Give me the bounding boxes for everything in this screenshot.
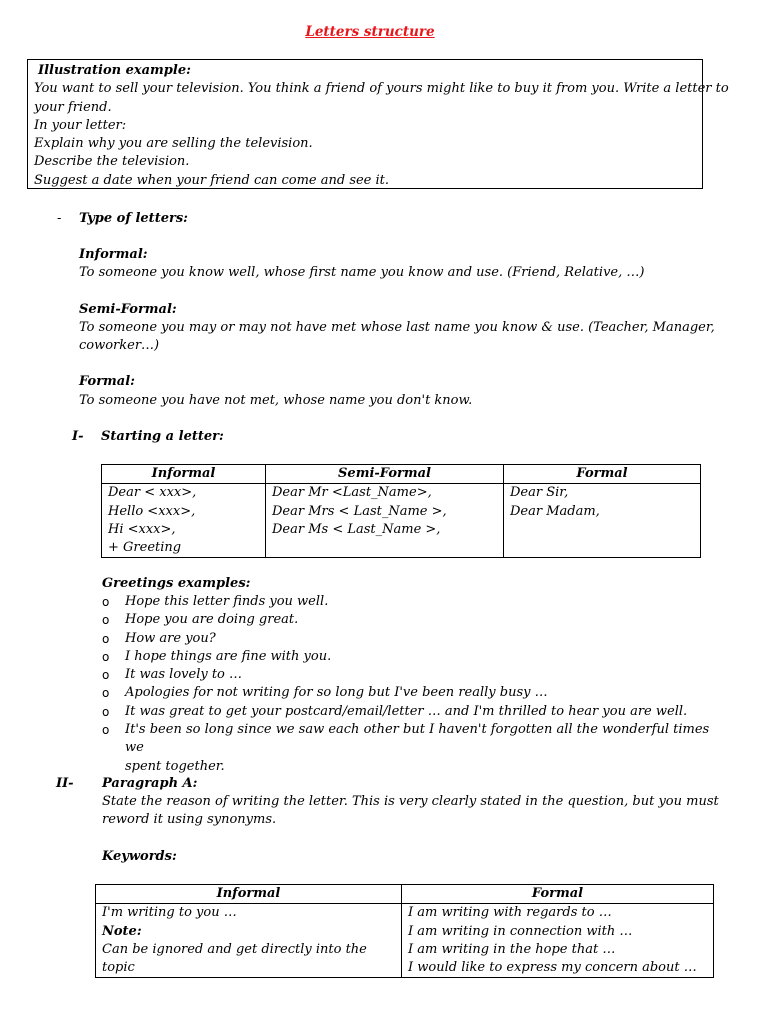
list-item: o Apologies for not writing for so long but I've been really busy … [102, 684, 722, 702]
table-header: Semi-Formal [266, 465, 504, 484]
informal-text: To someone you know well, whose first name you know and use. (Friend, Relative, …) [79, 265, 645, 280]
section-2-number: II- [56, 776, 74, 791]
illustration-line: your friend. [34, 99, 112, 115]
table-header: Formal [504, 465, 701, 484]
list-item: o Hope this letter finds you well. [102, 593, 722, 611]
cell-line: Dear Sir, [510, 485, 569, 501]
illustration-line: In your letter: [34, 117, 127, 133]
section-2-heading: Paragraph A: [102, 776, 198, 791]
cell-line: Dear Ms < Last_Name >, [272, 521, 441, 537]
formal-label: Formal: [79, 374, 135, 389]
greetings-heading: Greetings examples: [102, 576, 251, 591]
cell-line: Dear Mr <Last_Name>, [272, 485, 432, 501]
cell-note: Note: [102, 923, 142, 939]
list-item-line: o It's been so long since we saw each other but I haven't forgotten all the wonderful times we [125, 722, 710, 756]
table-cell-informal [96, 904, 402, 978]
list-dash: - [57, 211, 62, 226]
illustration-box [27, 59, 729, 189]
list-item: o How are you? [102, 630, 722, 648]
cell-line: Dear Madam, [510, 503, 600, 519]
semiformal-text [79, 319, 715, 356]
cell-line: I am writing in the hope that … [408, 941, 616, 957]
page-title: Letters structure [305, 24, 435, 40]
table-cell-formal [402, 904, 714, 978]
semiformal-line: To someone you may or may not have met whose last name you know & use. (Teacher, Manager, [79, 320, 715, 335]
table-header: Formal [402, 885, 714, 904]
table-cell-informal [102, 484, 266, 558]
body-line: reword it using synonyms. [102, 812, 277, 828]
table-row [96, 904, 714, 978]
table-cell-formal [504, 484, 701, 558]
table-header-row [96, 885, 714, 904]
illustration-line: Describe the television. [34, 154, 190, 170]
body-line: State the reason of writing the letter. This is very clearly stated in the question, but you must [102, 794, 719, 809]
keywords-table [95, 884, 714, 978]
table-row [102, 484, 701, 558]
illustration-line: Explain why you are selling the television. [34, 136, 313, 152]
cell-line: Dear Mrs < Last_Name >, [272, 503, 447, 519]
table-cell-semiformal [266, 484, 504, 558]
cell-line: I'm writing to you … [102, 905, 237, 921]
cell-line: I am writing in connection with … [408, 923, 633, 939]
list-item-line: spent together. [125, 758, 225, 774]
table-header-row [102, 465, 701, 484]
informal-label: Informal: [79, 247, 148, 262]
cell-line: Hi <xxx>, [108, 521, 176, 537]
illustration-heading: Illustration example: [38, 63, 191, 78]
cell-line: I would like to express my concern about … [408, 960, 697, 976]
list-item: o I hope things are fine with you. [102, 648, 722, 666]
illustration-line: Suggest a date when your friend can come and see it. [34, 172, 390, 188]
cell-line: Dear < xxx>, [108, 485, 197, 501]
formal-text: To someone you have not met, whose name you don't know. [79, 393, 473, 408]
greetings-list [102, 593, 722, 776]
cell-line: Hello <xxx>, [108, 503, 196, 519]
semiformal-label: Semi-Formal: [79, 302, 177, 317]
table-header: Informal [102, 465, 266, 484]
cell-line: I am writing with regards to … [408, 905, 612, 921]
list-item [102, 721, 722, 776]
cell-line: Can be ignored and get directly into the topic [102, 941, 367, 976]
semiformal-line: coworker…) [79, 338, 160, 354]
cell-line: + Greeting [108, 540, 182, 556]
illustration-line: You want to sell your television. You think a friend of yours might like to buy it from you. Write a letter to [34, 81, 729, 97]
types-heading: Type of letters: [79, 211, 188, 226]
list-item: o It was great to get your postcard/email/letter … and I'm thrilled to hear you are well. [102, 703, 722, 721]
keywords-heading: Keywords: [102, 849, 177, 864]
section-1-heading: Starting a letter: [101, 429, 224, 444]
section-2-body [102, 793, 719, 830]
table-header: Informal [96, 885, 402, 904]
section-1-number: I- [72, 429, 84, 444]
list-item: o It was lovely to … [102, 666, 722, 684]
salutation-table [101, 464, 701, 558]
list-item: o Hope you are doing great. [102, 611, 722, 629]
